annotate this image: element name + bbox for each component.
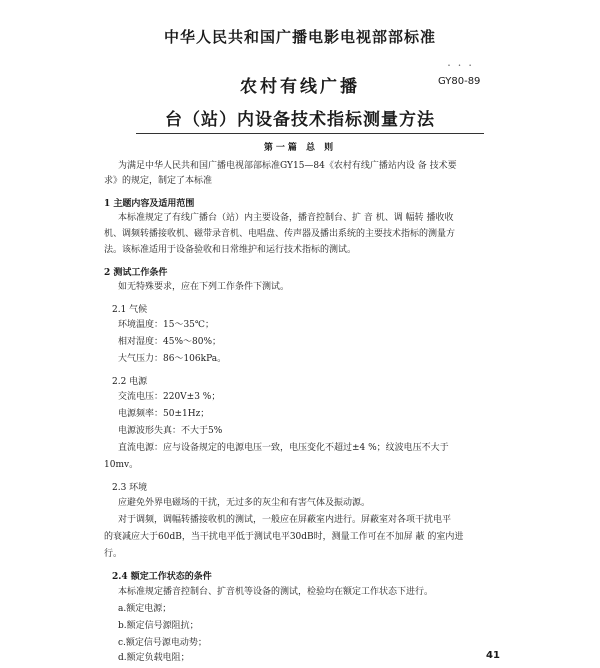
section-2-1-title: 2.1 气候 [112,305,148,315]
rated-conditions-intro: 本标准规定播音控制台、扩音机等设备的测试，检验均在额定工作状态下进行。 [118,587,434,597]
section-2-intro: 如无特殊要求，应在下列工作条件下测试。 [118,282,290,292]
section-2-title: 2 测试工作条件 [104,268,168,278]
power-dc-line-1: 直流电源：应与设备规定的电源电压一致，电压变化不超过±4 %；纹波电压不大于 [118,443,449,453]
intro-line-2: 求》的规定，制定了本标准 [104,176,213,186]
standard-title: 中华人民共和国广播电影电视部部标准 [163,28,436,46]
section-2-3-title: 2.3 环境 [112,483,148,493]
main-title: 农村有线广播 [240,77,360,97]
climate-temperature: 环境温度：15～35℃； [118,320,214,330]
environment-line-4: 行。 [104,549,123,559]
rated-item-d: d.额定负载电阻； [118,653,190,663]
section-1-title: 1 主题内容及适用范围 [104,199,195,209]
chapter-heading: 第一篇 总 则 [263,143,337,153]
climate-humidity: 相对湿度：45%～80%； [118,337,222,347]
power-dc-line-2: 10mv。 [104,460,139,470]
climate-pressure: 大气压力：86～106kPa。 [118,354,227,364]
sub-title: 台（站）内设备技术指标测量方法 [165,110,435,130]
section-1-line-3: 法。该标准适用于设备验收和日常维护和运行技术指标的测试。 [104,245,357,255]
environment-line-1: 应避免外界电磁场的干扰，无过多的灰尘和有害气体及振动源。 [118,498,371,508]
section-2-4-title: 2.4 额定工作状态的条件 [112,572,212,582]
rated-item-b: b.额定信号源阻抗； [118,621,199,631]
standard-code: GY80-89 [438,76,481,87]
power-ac-voltage: 交流电压：220V±3 %； [118,392,221,402]
scan-mark: ・ ・ ・ [445,61,475,70]
rated-item-c: c.额定信号源电动势； [118,638,207,648]
section-1-line-2: 机、调频转播接收机、磁带录音机、电唱盘、传声器及播出系统的主要技术指标的测量方 [104,229,456,239]
intro-line-1: 为满足中华人民共和国广播电视部部标准GY15—84《农村有线广播站内设 备 技术要 [118,161,457,171]
power-waveform: 电源波形失真：不大于5% [118,426,223,436]
power-frequency: 电源频率：50±1Hz； [118,409,210,419]
environment-line-3: 的衰减应大于60dB，当干扰电平低于测试电平30dB时，测量工作可在不加屏 蔽 的室内进 [104,532,464,542]
section-2-2-title: 2.2 电源 [112,377,148,387]
section-1-line-1: 本标准规定了有线广播台（站）内主要设备，播音控制台、扩 音 机、调 幅转 播收收 [118,213,454,223]
page-number: 41 [486,650,500,661]
title-divider [136,133,484,134]
environment-line-2: 对于调频，调幅转播接收机的测试，一般应在屏蔽室内进行。屏蔽室对各项干扰电平 [118,515,452,525]
rated-item-a: a.额定电源； [118,604,172,614]
